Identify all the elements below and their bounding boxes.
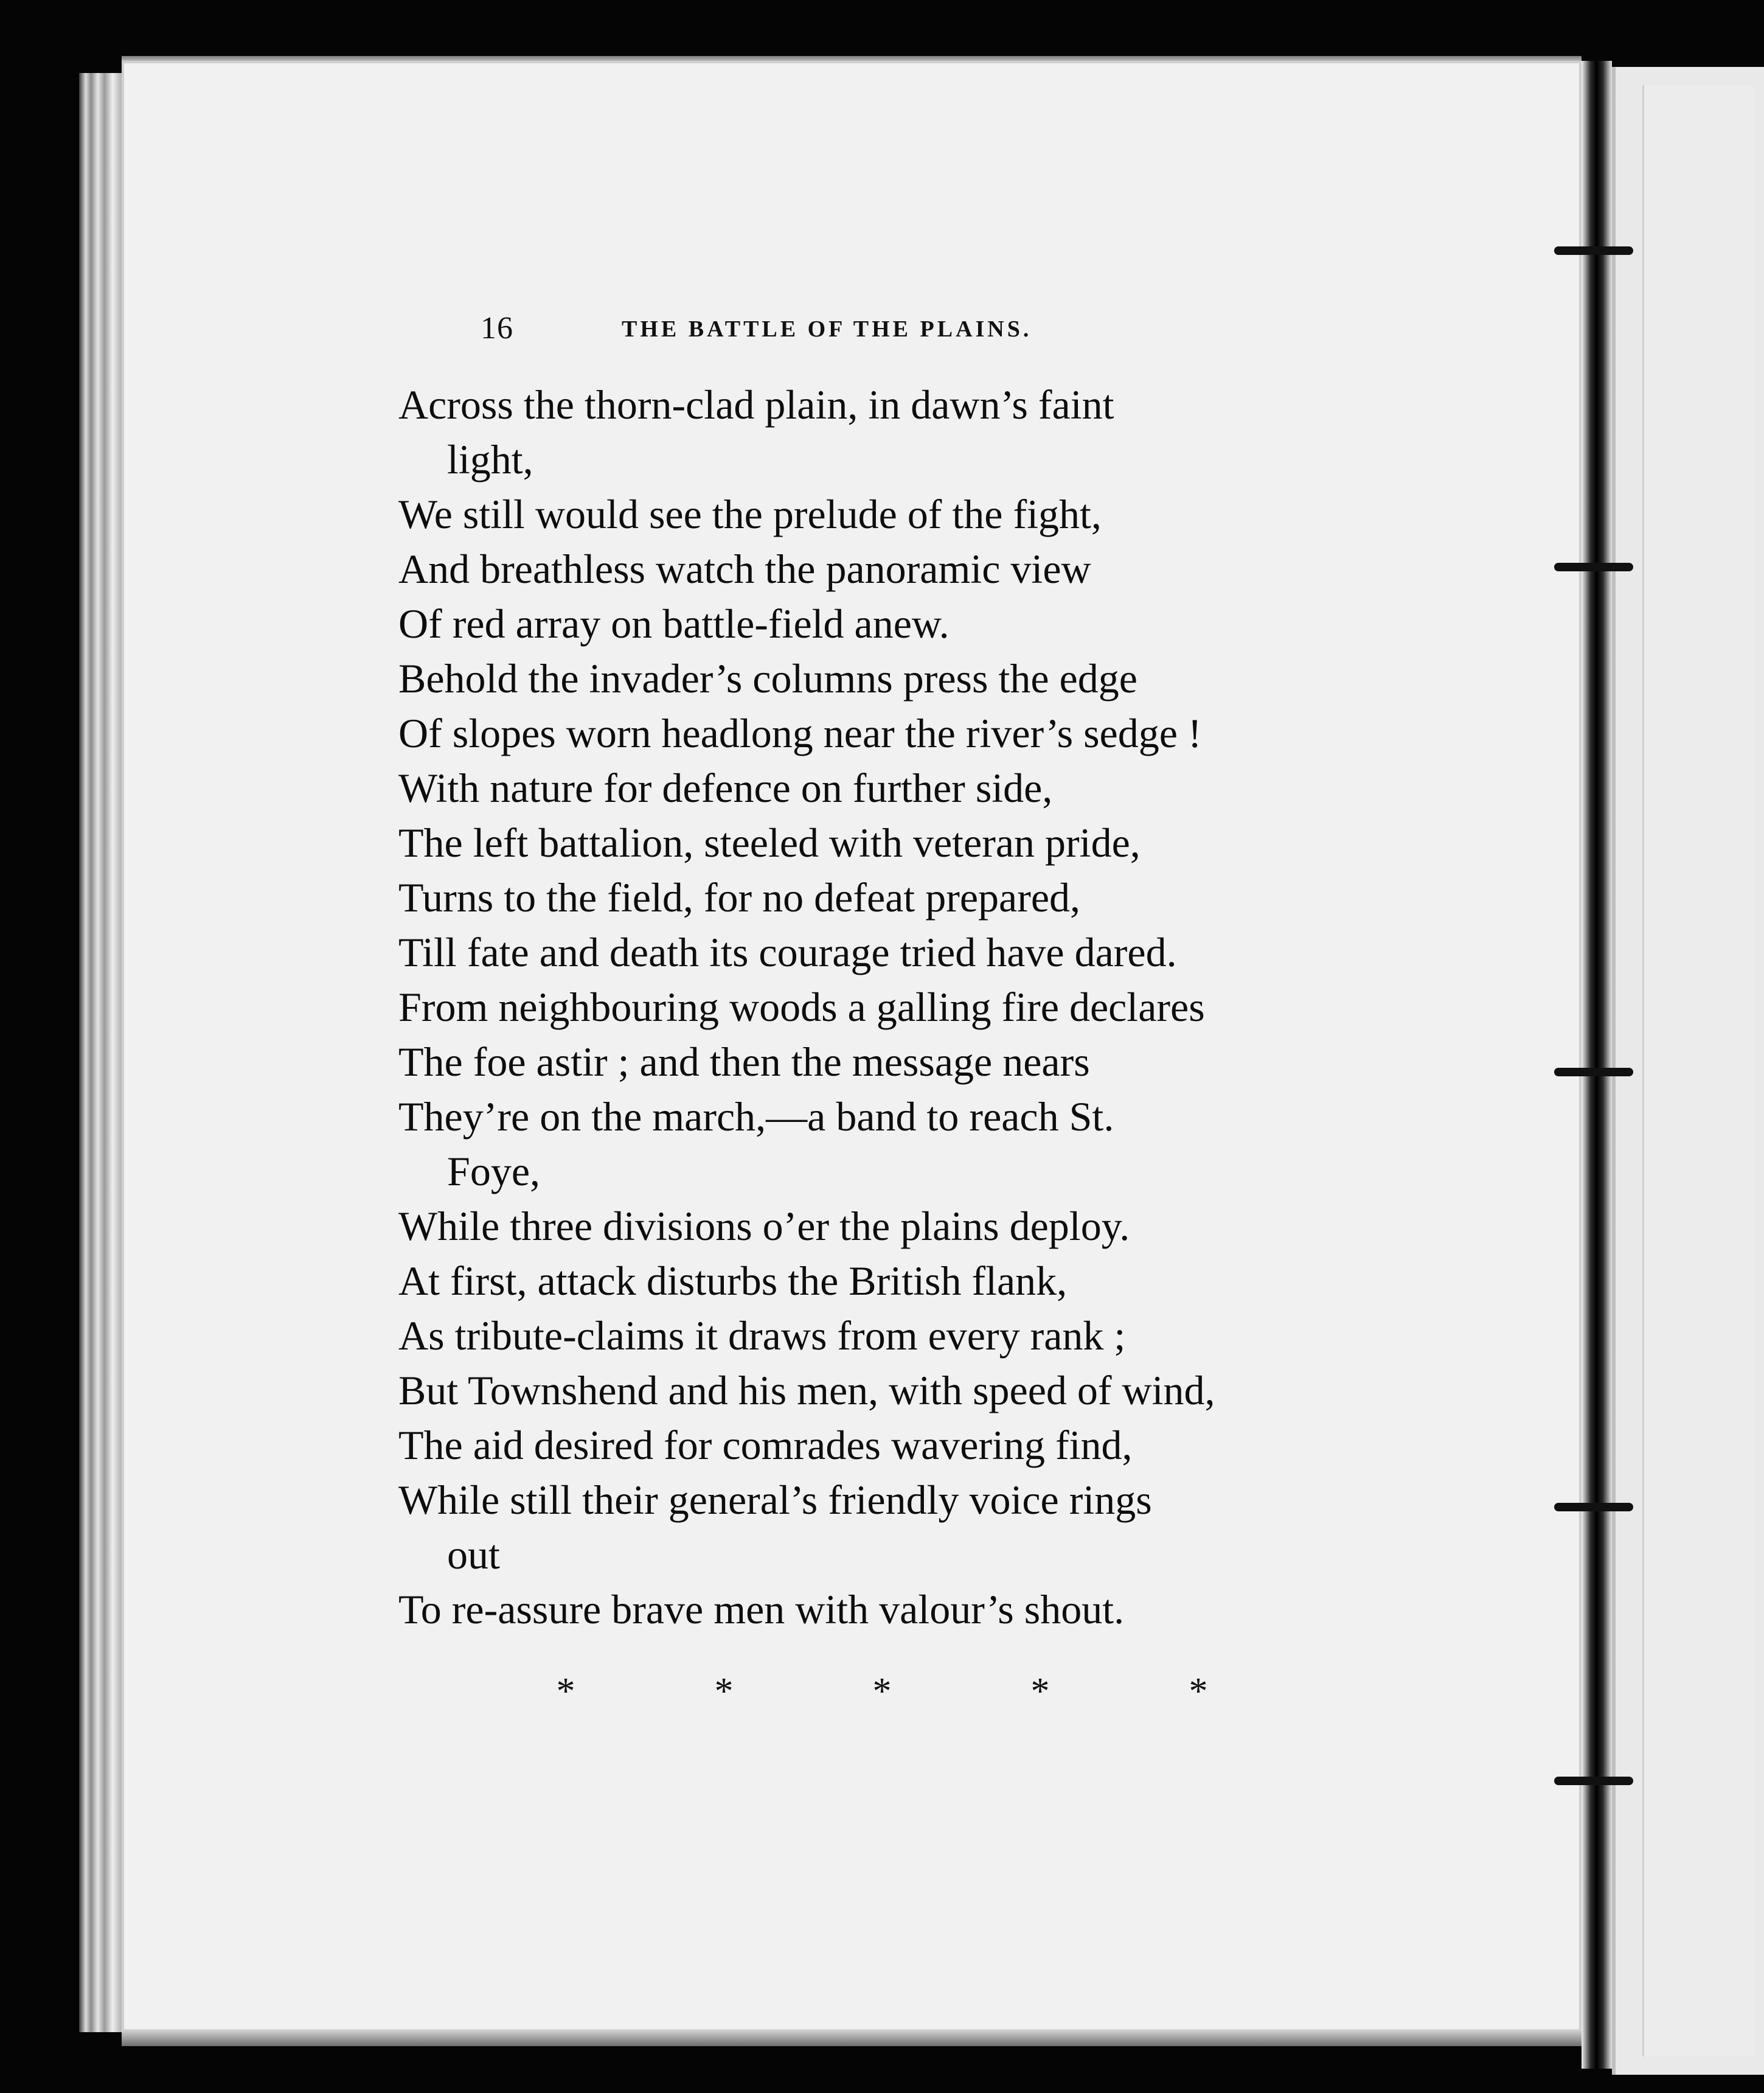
facing-page-inner <box>1642 85 1754 2056</box>
poem-line: But Townshend and his men, with speed of wind, <box>398 1367 1215 1413</box>
poem-line: Of slopes worn headlong near the river’s sedge ! <box>398 710 1202 756</box>
poem-line: Turns to the field, for no defeat prepared, <box>398 874 1081 921</box>
poem-line: Of red array on battle-field anew. <box>398 601 950 647</box>
page-header <box>481 307 1150 350</box>
section-break <box>547 1667 1217 1716</box>
poem-line: From neighbouring woods a galling fire declares <box>398 984 1205 1030</box>
poem-text <box>398 377 1384 1637</box>
asterisk: * <box>1030 1671 1050 1712</box>
poem-line: While still their general’s friendly voice rings <box>398 1477 1152 1523</box>
poem-line-turnover: Foye, <box>447 1148 540 1194</box>
poem-line: While three divisions o’er the plains deploy. <box>398 1203 1130 1249</box>
running-title: THE BATTLE OF THE PLAINS. <box>622 316 1032 342</box>
poem-line: Till fate and death its courage tried have dared. <box>398 929 1177 975</box>
page-bottom-edge <box>122 2029 1582 2046</box>
poem-line: As tribute-claims it draws from every rank ; <box>398 1312 1126 1359</box>
binding-stitch <box>1554 1777 1633 1785</box>
poem-line: The foe astir ; and then the message nears <box>398 1039 1090 1085</box>
poem-line: Across the thorn-clad plain, in dawn’s faint <box>398 381 1114 428</box>
asterisk: * <box>714 1671 734 1712</box>
poem-line: And breathless watch the panoramic view <box>398 546 1091 592</box>
poem-line: The aid desired for comrades wavering find, <box>398 1422 1133 1468</box>
poem-line-turnover: light, <box>447 436 533 482</box>
poem-line: To re-assure brave men with valour’s shout. <box>398 1586 1125 1632</box>
poem-line: With nature for defence on further side, <box>398 765 1053 811</box>
poem-line: We still would see the prelude of the fight, <box>398 491 1102 537</box>
poem-line: The left battalion, steeled with veteran pride, <box>398 820 1141 866</box>
poem-line: At first, attack disturbs the British flank, <box>398 1258 1068 1304</box>
poem-line: Behold the invader’s columns press the edge <box>398 655 1137 702</box>
asterisk: * <box>556 1671 575 1712</box>
binding-stitch <box>1554 246 1633 255</box>
asterisk: * <box>872 1671 892 1712</box>
poem-line: They’re on the march,—a band to reach St. <box>398 1093 1114 1140</box>
binding-stitch <box>1554 563 1633 571</box>
poem-line-turnover: out <box>447 1531 500 1578</box>
binding-stitch <box>1554 1503 1633 1511</box>
book-gutter <box>1582 61 1612 2069</box>
binding-stitch <box>1554 1068 1633 1076</box>
page-number: 16 <box>481 311 513 346</box>
asterisk: * <box>1189 1671 1208 1712</box>
